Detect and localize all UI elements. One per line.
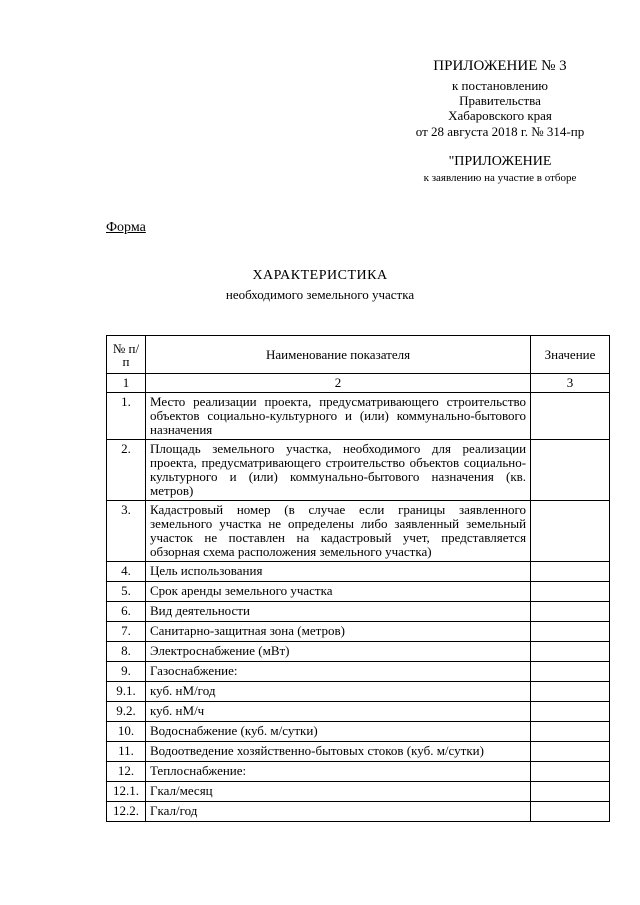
column-number: 2	[145, 374, 530, 393]
row-indicator-name: Санитарно-защитная зона (метров)	[145, 622, 530, 642]
row-number: 11.	[107, 742, 146, 762]
row-number: 4.	[107, 562, 146, 582]
row-number: 8.	[107, 642, 146, 662]
column-number: 1	[107, 374, 146, 393]
row-number: 2.	[107, 440, 146, 501]
row-indicator-name: Гкал/месяц	[145, 782, 530, 802]
row-value-cell[interactable]	[531, 440, 610, 501]
column-numbers-row	[107, 374, 610, 393]
row-value-cell[interactable]	[531, 501, 610, 562]
row-number: 1.	[107, 393, 146, 440]
row-number: 3.	[107, 501, 146, 562]
row-number: 5.	[107, 582, 146, 602]
document-subtitle: необходимого земельного участка	[225, 287, 415, 302]
table-row	[107, 582, 610, 602]
row-value-cell[interactable]	[531, 762, 610, 782]
row-indicator-name: Вид деятельности	[145, 602, 530, 622]
table-row	[107, 393, 610, 440]
row-number: 12.2.	[107, 802, 146, 822]
row-number: 7.	[107, 622, 146, 642]
row-value-cell[interactable]	[531, 742, 610, 762]
table-row	[107, 562, 610, 582]
row-value-cell[interactable]	[531, 642, 610, 662]
row-indicator-name: Площадь земельного участка, необходимого для реализации проекта, предусматривающего строительство объектов социально-культурного и (или) коммунально-бытового назначения (кв. метров)	[145, 440, 530, 501]
row-value-cell[interactable]	[531, 802, 610, 822]
row-number: 12.	[107, 762, 146, 782]
row-indicator-name: Гкал/год	[145, 802, 530, 822]
row-number: 6.	[107, 602, 146, 622]
table-row	[107, 762, 610, 782]
table-row	[107, 802, 610, 822]
annex-reference	[380, 78, 620, 123]
row-number: 9.	[107, 662, 146, 682]
header-value: Значение	[531, 336, 610, 374]
annex-date-line: от 28 августа 2018 г. № 314-пр	[415, 124, 585, 139]
table-row	[107, 440, 610, 501]
table-row	[107, 742, 610, 762]
row-indicator-name: Электроснабжение (мВт)	[145, 642, 530, 662]
row-value-cell[interactable]	[531, 602, 610, 622]
table-row	[107, 702, 610, 722]
row-number: 9.2.	[107, 702, 146, 722]
row-indicator-name: Срок аренды земельного участка	[145, 582, 530, 602]
row-indicator-name: Место реализации проекта, предусматривающего строительство объектов социально-культурного и (или) коммунально-бытового назначения	[145, 393, 530, 440]
row-indicator-name: Водоотведение хозяйственно-бытовых стоков (куб. м/сутки)	[145, 742, 530, 762]
table-row	[107, 501, 610, 562]
row-value-cell[interactable]	[531, 702, 610, 722]
row-value-cell[interactable]	[531, 582, 610, 602]
row-value-cell[interactable]	[531, 393, 610, 440]
row-indicator-name: куб. нМ/ч	[145, 702, 530, 722]
row-indicator-name: Газоснабжение:	[145, 662, 530, 682]
row-indicator-name: куб. нМ/год	[145, 682, 530, 702]
column-number: 3	[531, 374, 610, 393]
annex-title: ПРИЛОЖЕНИЕ № 3	[433, 58, 567, 74]
indicators-table	[106, 335, 610, 822]
table-header-row	[107, 336, 610, 374]
header-number: № п/п	[107, 336, 146, 374]
table-row	[107, 642, 610, 662]
table-row	[107, 622, 610, 642]
row-value-cell[interactable]	[531, 562, 610, 582]
annex-line-3: Хабаровского края	[448, 108, 552, 123]
table-row	[107, 662, 610, 682]
inner-annex-subtitle: к заявлению на участие в отборе	[423, 172, 577, 184]
row-indicator-name: Кадастровый номер (в случае если границы заявленного земельного участка не определены либо заявленный земельный участок не поставлен на кадастровый учет, представляется обзорная схема расположения земельного участка)	[145, 501, 530, 562]
table-row	[107, 782, 610, 802]
row-number: 9.1.	[107, 682, 146, 702]
row-indicator-name: Водоснабжение (куб. м/сутки)	[145, 722, 530, 742]
row-value-cell[interactable]	[531, 782, 610, 802]
annex-line-2: Правительства	[459, 93, 541, 108]
table-row	[107, 602, 610, 622]
form-label: Форма	[106, 220, 146, 235]
row-indicator-name: Теплоснабжение:	[145, 762, 530, 782]
row-value-cell[interactable]	[531, 682, 610, 702]
table-row	[107, 722, 610, 742]
row-value-cell[interactable]	[531, 662, 610, 682]
row-number: 12.1.	[107, 782, 146, 802]
row-number: 10.	[107, 722, 146, 742]
header-indicator-name: Наименование показателя	[145, 336, 530, 374]
annex-line-1: к постановлению	[451, 78, 549, 93]
row-indicator-name: Цель использования	[145, 562, 530, 582]
row-value-cell[interactable]	[531, 722, 610, 742]
inner-annex-title: "ПРИЛОЖЕНИЕ	[448, 154, 552, 169]
document-title: ХАРАКТЕРИСТИКА	[252, 268, 388, 283]
row-value-cell[interactable]	[531, 622, 610, 642]
table-row	[107, 682, 610, 702]
